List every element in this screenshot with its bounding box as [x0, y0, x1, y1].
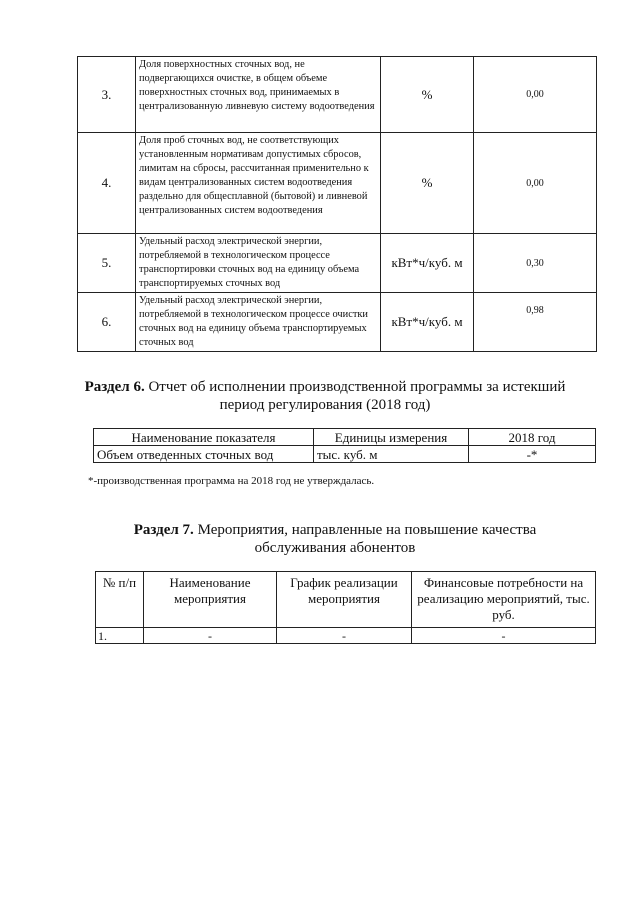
indicator-unit: %	[381, 57, 474, 133]
column-header: Финансовые потребности на реализацию мероприятий, тыс. руб.	[412, 572, 596, 628]
indicator-unit: кВт*ч/куб. м	[381, 234, 474, 293]
column-header: Наименование показателя	[94, 429, 314, 446]
table-row	[78, 293, 597, 352]
production-program-report-table	[93, 428, 596, 463]
footnote: *-производственная программа на 2018 год не утверждалась.	[88, 475, 375, 487]
table-header-row	[94, 429, 596, 446]
section-6-heading	[80, 378, 570, 414]
column-header: 2018 год	[469, 429, 596, 446]
table-row	[94, 446, 596, 463]
indicator-unit: %	[381, 133, 474, 234]
table-cell: Объем отведенных сточных вод	[94, 446, 314, 463]
row-number: 5.	[78, 234, 136, 293]
table-cell: тыс. куб. м	[314, 446, 469, 463]
indicator-unit: кВт*ч/куб. м	[381, 293, 474, 352]
indicator-description: Доля проб сточных вод, не соответствующих установленным нормативам допустимых сбросов, лимитам на сбросы, рассчитанная применительно к видам централизованных систем водоотведения раздельно для общесплавной (бытовой) и ливневой централизованных систем водоотведения	[136, 133, 381, 234]
indicator-description: Удельный расход электрической энергии, потребляемой в технологическом процессе очистки сточных вод на единицу объема транспортируемых сточных вод	[136, 293, 381, 352]
section-7-label: Раздел 7.	[133, 522, 194, 538]
indicator-value: 0,00	[474, 57, 597, 133]
section-6-label: Раздел 6.	[84, 379, 145, 395]
section-7-title: Мероприятия, направленные на повышение качества обслуживания абонентов	[197, 522, 537, 556]
indicator-description: Доля поверхностных сточных вод, не подвергающихся очистке, в общем объеме поверхностных сточных вод, принимаемых в централизованную ливневую систему водоотведения	[136, 57, 381, 133]
table-row	[96, 628, 596, 644]
indicator-value: 0,00	[474, 133, 597, 234]
indicators-table	[77, 56, 597, 352]
table-row	[78, 234, 597, 293]
table-row	[78, 133, 597, 234]
table-cell: -*	[469, 446, 596, 463]
indicator-value: 0,30	[474, 234, 597, 293]
table-cell: -	[412, 628, 596, 644]
table-cell: -	[277, 628, 412, 644]
column-header: График реализации мероприятия	[277, 572, 412, 628]
row-number: 3.	[78, 57, 136, 133]
indicator-description: Удельный расход электрической энергии, потребляемой в технологическом процессе транспортировки сточных вод на единицу объема транспортируемых сточных вод	[136, 234, 381, 293]
table-cell: 1.	[96, 628, 144, 644]
section-7-heading	[90, 521, 580, 557]
column-header: Наименование мероприятия	[144, 572, 277, 628]
column-header: № п/п	[96, 572, 144, 628]
table-header-row	[96, 572, 596, 628]
measures-table	[95, 571, 596, 644]
row-number: 6.	[78, 293, 136, 352]
section-6-title: Отчет об исполнении производственной программы за истекший период регулирования (2018 год)	[148, 379, 566, 413]
row-number: 4.	[78, 133, 136, 234]
table-cell: -	[144, 628, 277, 644]
column-header: Единицы измерения	[314, 429, 469, 446]
indicator-value: 0,98	[474, 293, 597, 352]
table-row	[78, 57, 597, 133]
